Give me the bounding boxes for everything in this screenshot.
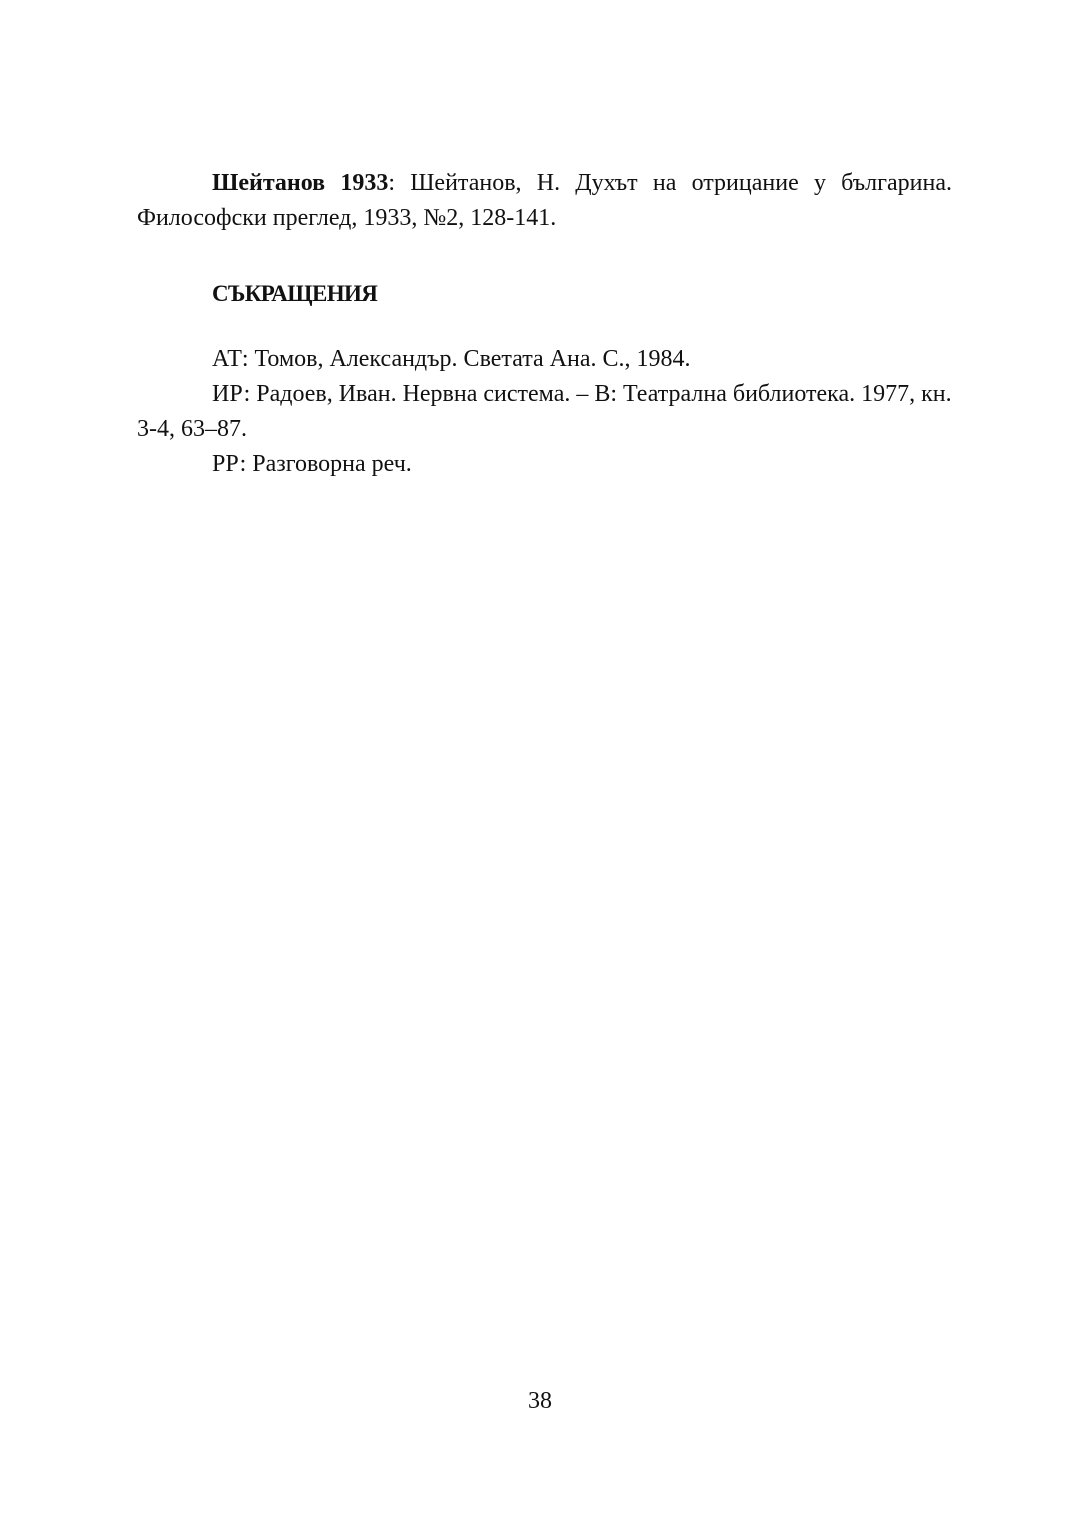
abbreviation-item: АТ: Томов, Александър. Светата Ана. С., 1984. <box>212 346 691 372</box>
abbreviations-heading: СЪКРАЩЕНИЯ <box>212 281 378 306</box>
abbreviation-item: РР: Разговорна реч. <box>212 451 412 477</box>
entry-separator: : <box>388 170 395 196</box>
abbreviation-item: ИР: Радоев, Иван. Нервна система. – В: Театрална библиотека. 1977, кн. 3-4, 63–87. <box>137 381 952 442</box>
page-number: 38 <box>528 1388 552 1414</box>
bibliography-entry <box>137 166 952 236</box>
entry-text: Шейтанов, Н. Духът на отрицание у българина. Философски преглед, 1933, №2, 128-141. <box>137 170 952 231</box>
abbreviations-list <box>137 342 952 482</box>
entry-key: Шейтанов 1933 <box>212 170 389 196</box>
